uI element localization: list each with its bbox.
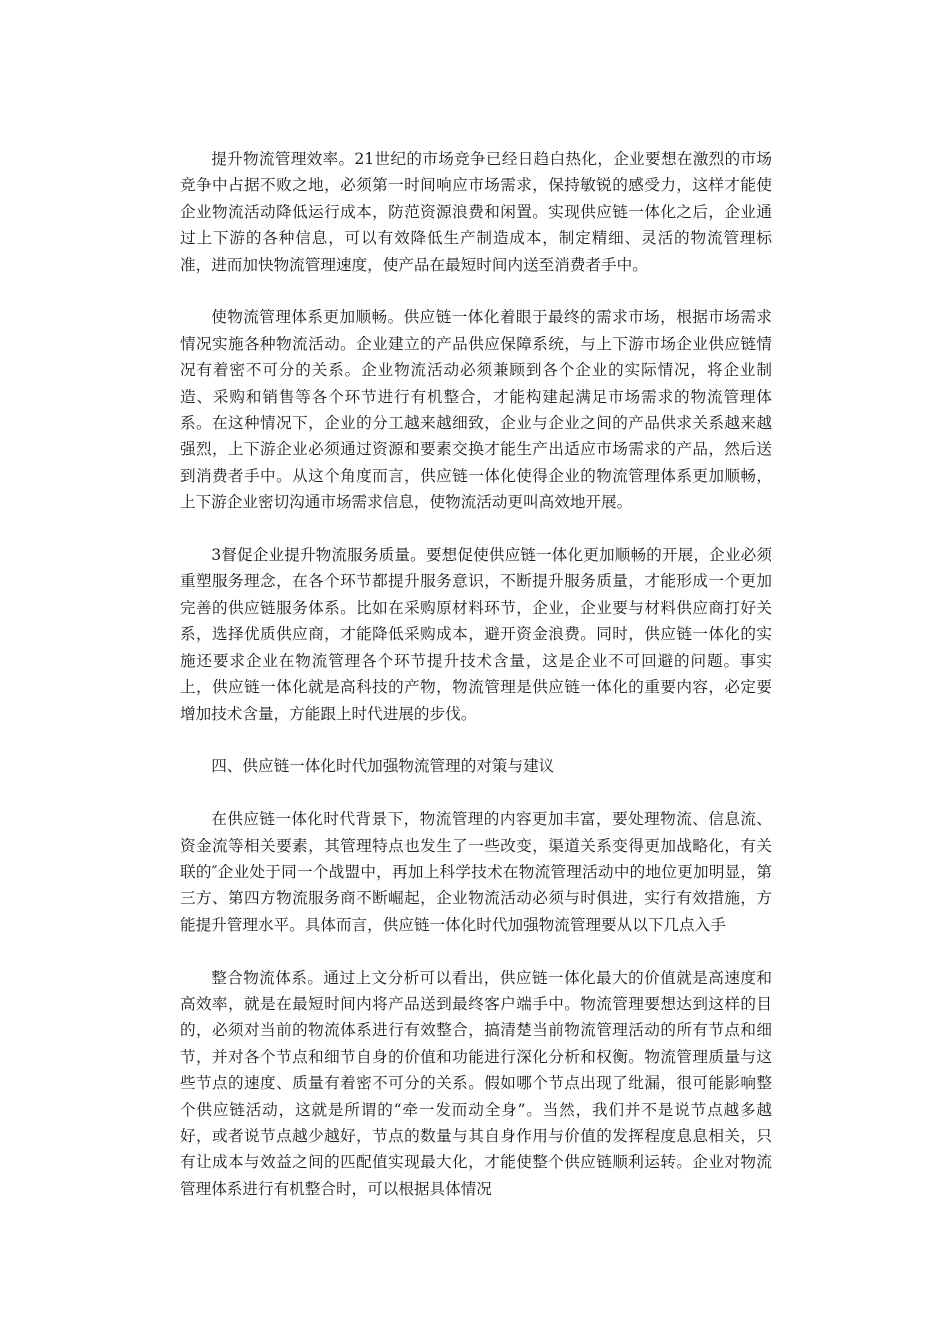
section-heading: 四、供应链一体化时代加强物流管理的对策与建议 [211,757,555,776]
paragraph-service-quality: 3督促企业提升物流服务质量。要想促使供应链一体化更加顺畅的开展，企业必须重塑服务理念，在各个环节都提升服务意识，不断提升服务质量，才能形成一个更加完善的供应链服务体系。比如在采购原材料环节，企业，企业要与材料供应商打好关系，选择优质供应商，才能降低采购成本，避开资金浪费。同时，供应链一体化的实施还要求企业在物流管理各个环节提升技术含量，这是企业不可回避的问题。事实上，供应链一体化就是高科技的产物，物流管理是供应链一体化的重要内容，必定要增加技术含量，方能跟上时代进展的步伐。 [180,546,772,723]
paragraph-logistics-efficiency: 提升物流管理效率。21世纪的市场竞争已经日趋白热化，企业要想在激烈的市场竞争中占据不败之地，必须第一时间响应市场需求，保持敏锐的感受力，这样才能使企业物流活动降低运行成本，防范资源浪费和闲置。实现供应链一体化之后，企业通过上下游的各种信息，可以有效降低生产制造成本，制定精细、灵活的物流管理标准，进而加快物流管理速度，使产品在最短时间内送至消费者手中。 [180,150,772,274]
document-body [180,146,772,1229]
paragraph-logistics-system: 使物流管理体系更加顺畅。供应链一体化着眼于最终的需求市场，根据市场需求情况实施各种物流活动。企业建立的产品供应保障系统，与上下游市场企业供应链情况有着密不可分的关系。企业物流活动必须兼顾到各个企业的实际情况，将企业制造、采购和销售等各个环节进行有机整合，才能构建起满足市场需求的物流管理体系。在这种情况下，企业的分工越来越细致，企业与企业之间的产品供求关系越来越强烈，上下游企业必须通过资源和要素交换才能生产出适应市场需求的产品，然后送到消费者手中。从这个角度而言，供应链一体化使得企业的物流管理体系更加顺畅，上下游企业密切沟通市场需求信息，使物流活动更叫高效地开展。 [180,308,772,512]
paragraph-background: 在供应链一体化时代背景下，物流管理的内容更加丰富，要处理物流、信息流、资金流等相关要素，其管理特点也发生了一些改变，渠道关系变得更加战略化，有关联的″企业处于同一个战盟中，再加上科学技术在物流管理活动中的地位更加明显，第三方、第四方物流服务商不断崛起，企业物流活动必须与时俱进，实行有效措施，方能提升管理水平。具体而言，供应链一体化时代加强物流管理要从以下几点入手 [180,810,772,934]
paragraph-integrate-system: 整合物流体系。通过上文分析可以看出，供应链一体化最大的价值就是高速度和高效率，就是在最短时间内将产品送到最终客户端手中。物流管理要想达到这样的目的，必须对当前的物流体系进行有效整合，搞清楚当前物流管理活动的所有节点和细节，并对各个节点和细节自身的价值和功能进行深化分析和权衡。物流管理质量与这些节点的速度、质量有着密不可分的关系。假如哪个节点出现了纰漏，很可能影响整个供应链活动，这就是所谓的“牵一发而动全身”。当然，我们并不是说节点越多越好，或者说节点越少越好，节点的数量与其自身作用与价值的发挥程度息息相关，只有让成本与效益之间的匹配值实现最大化，才能使整个供应链顺利运转。企业对物流管理体系进行有机整合时，可以根据具体情况 [180,968,772,1198]
